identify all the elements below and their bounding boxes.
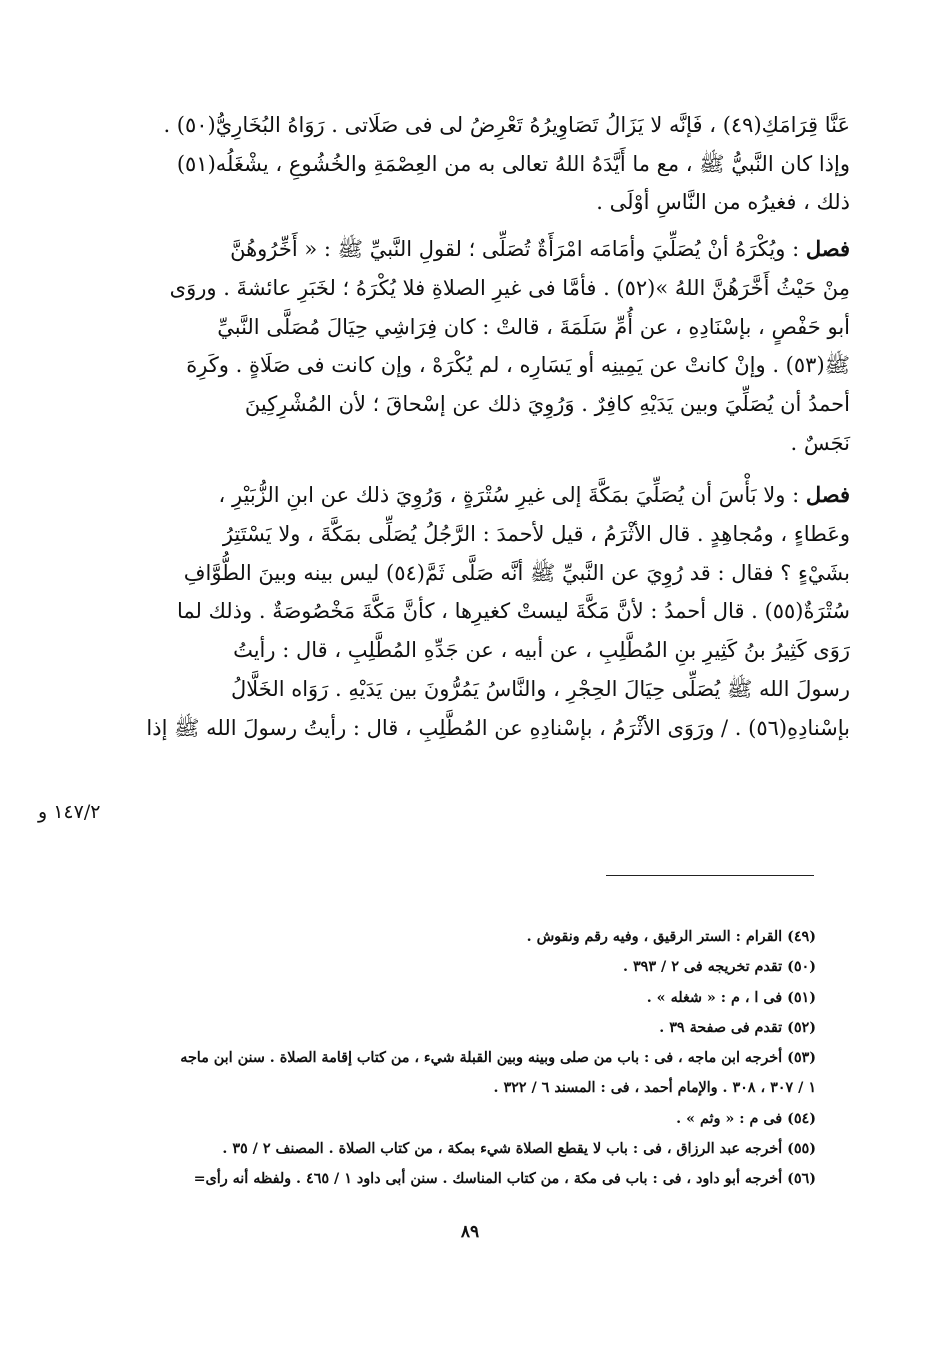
- manuscript-folio-note: ١٤٧/٢ و: [38, 801, 101, 823]
- text-line: رسولَ الله ﷺ يُصَلِّى حِيَالَ الحِجْرِ ، والنَّاسُ يَمُرُّونَ بين يَدَيْهِ . رَوَاه الخَلَّالُ: [230, 676, 850, 701]
- text-line: ذلك ، فغيرُه من النَّاسِ أوْلَى .: [596, 190, 850, 215]
- text-line: مِنْ حَيْثُ أَخَّرَهُنَّ اللهُ »(٥٢) . فأمَّا فى غيرِ الصلاةِ فلا يُكْرَهُ ؛ لخَبَرِ عائشةَ . وروَى: [169, 275, 850, 300]
- footnote: (٥١) فى ا ، م : « شغله » .: [646, 989, 816, 1006]
- footnote: (٥٤) فى م : « وثم » .: [676, 1110, 816, 1127]
- text-line: عَنَّا قِرَامَكِ(٤٩) ، فَإنَّه لا يَزَالُ تَصَاوِيرُهُ تَعْرِضُ لى فى صَلَاتى . رَوَاهُ البُخَارِيُّ(٥٠) .: [163, 113, 850, 137]
- section-label: فصل: [805, 482, 850, 508]
- text-line: وعَطاءٍ ، ومُجاهِدٍ . قال الأثْرَمُ ، قيل لأحمدَ : الرَّجُلُ يُصَلِّى بمَكَّةَ ، ولا يَسْتَتِرُ: [222, 522, 850, 547]
- text-line: سُتْرَةٌ(٥٥) . قال أحمدُ : لأنَّ مَكَّةَ ليستْ كغيرِها ، كأنَّ مَكَّةَ مَخْصُوصَةٌ . وذلك لما: [176, 599, 850, 624]
- text-line: رَوَى كَثِيرُ بنُ كَثِيرِ بنِ المُطَّلِبِ ، عن أبيه ، عن جَدِّهِ المُطَّلِبِ ، قال : رأيتُ: [233, 638, 850, 663]
- footnote: (٥٢) تقدم فى صفحة ٣٩ .: [659, 1019, 816, 1036]
- footnote: (٤٩) القرام : الستر الرقيق ، وفيه رقم ونقوش .: [526, 929, 816, 945]
- text-line: أبو حَفْصٍ ، بإسْنَادِهِ ، عن أُمِّ سَلَمَةَ ، قالتْ : كان فِرَاشِي حِيَالَ مُصَلَّى النَّبيِّ: [217, 314, 850, 339]
- section-fasl-1: [125, 230, 850, 269]
- text-line: وإذا كان النَّبيُّ ﷺ ، مع ما أَيَّدَهُ اللهُ تعالى به من العِصْمَةِ والخُشُوعِ ، يشْغَلُه(٥١): [176, 151, 850, 176]
- text-line: بإسْنادِهِ(٥٦) . / ورَوَى الأثْرَمُ ، بإسْنادِهِ عن المُطَّلِبِ ، قال : رأيتُ رسولَ الله ﷺ إذا: [146, 715, 850, 740]
- text-line: نَجَسٌ .: [790, 430, 850, 455]
- page-number: ٨٩: [460, 1222, 480, 1242]
- text-line: أحمدُ أن يُصَلِّيَ وبين يَدَيْهِ كافِرٌ . وَرُوِيَ ذلك عن إسْحاقَ ؛ لأن المُشْرِكِينَ: [244, 391, 850, 416]
- text-line: بشَيْءٍ ؟ فقال : قد رُوِيَ عن النَّبيِّ ﷺ أنَّه صَلَّى ثَمَّ(٥٤) ليس بينه وبينَ الطُّوَّافِ: [183, 560, 850, 585]
- main-text: [125, 106, 850, 747]
- footnote-separator: [606, 875, 814, 876]
- footnote-continuation: ١ / ٣٠٧ ، ٣٠٨ . والإمام أحمد ، فى : المسند ٦ / ٣٢٢ .: [493, 1080, 816, 1097]
- text-line: : ويُكْرَهُ أنْ يُصَلِّيَ وأمَامَه امْرَأَةٌ تُصَلِّى ؛ لقولِ النَّبيِّ ﷺ : « أَخِّرُوهُنَّ: [230, 237, 800, 262]
- text-line: : ولا بَأْسَ أن يُصَلِّيَ بمَكَّةَ إلى غيرِ سُتْرَةٍ ، وَرُوِيَ ذلك عن ابنِ الزُّبَيْرِ ،: [218, 483, 800, 508]
- footnote: (٥٠) تقدم تخريجه فى ٢ / ٣٩٣ .: [623, 959, 816, 976]
- footnote: (٥٦) أخرجه أبو داود ، فى : باب فى مكة ، من كتاب المناسك . سنن أبى داود ١ / ٤٦٥ . ولفظه أنه رأى=: [193, 1171, 816, 1188]
- footnote: (٥٥) أخرجه عبد الرزاق ، فى : باب لا يقطع الصلاة شيء بمكة ، من كتاب الصلاة . المصنف ٢ / ٣٥ .: [222, 1141, 816, 1158]
- footnote: (٥٣) أخرجه ابن ماجه ، فى : باب من صلى وبينه وبين القبلة شيء ، من كتاب إقامة الصلاة . سنن ابن ماجه: [180, 1050, 816, 1067]
- text-line: ﷺ(٥٣) . وإنْ كانتْ عن يَمِينِه أو يَسَارِه ، لم يُكْرَهْ ، وإن كانت فى صَلَاةٍ . وكَرِهَ: [186, 353, 850, 378]
- section-label: فصل: [805, 236, 850, 262]
- section-fasl-2: [125, 476, 850, 515]
- footnotes: [100, 922, 816, 1195]
